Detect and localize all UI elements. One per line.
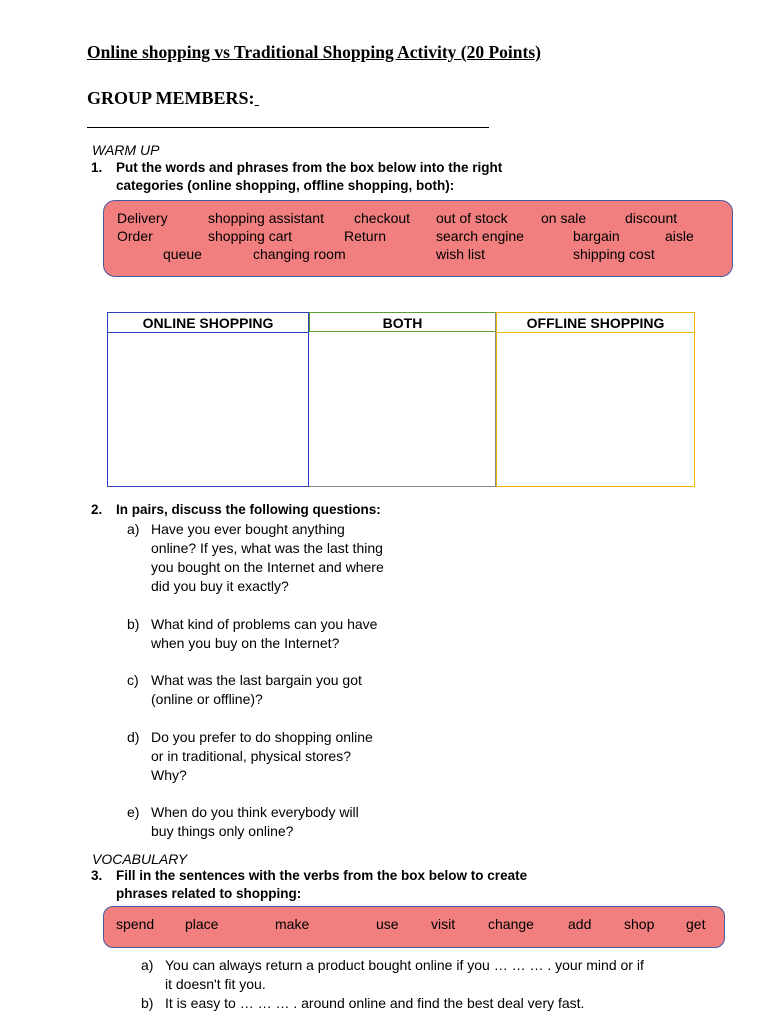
word-item: checkout [354, 210, 411, 226]
word-item: queue [163, 246, 202, 262]
discussion-question-c [127, 671, 447, 711]
category-both-header: BOTH [309, 312, 495, 332]
question-2-number: 2. [91, 502, 103, 517]
group-members-text: GROUP MEMBERS: [87, 88, 255, 108]
discussion-text: Do you prefer to do shopping online or in traditional, physical stores? Why? [151, 729, 373, 783]
group-members-line [87, 127, 489, 128]
category-offline[interactable] [496, 312, 695, 487]
page-title: Online shopping vs Traditional Shopping Activity (20 Points) [87, 42, 541, 62]
question-3-line-2: phrases related to shopping: [116, 886, 302, 901]
discussion-text: Have you ever bought anything online? If yes, what was the last thing you bought on the Internet and where did you buy it exactly? [151, 521, 384, 594]
discussion-question-a [127, 520, 447, 600]
discussion-question-d [127, 728, 447, 788]
discussion-letter: e) [127, 804, 140, 820]
sentence-text: It is easy to … … … . around online and find the best deal very fast. [165, 995, 585, 1011]
verb-item: make [275, 916, 310, 932]
word-item: discount [625, 210, 678, 226]
question-1 [91, 159, 651, 195]
sentence-letter: a) [141, 957, 154, 973]
word-item: Order [117, 228, 153, 244]
verb-item: shop [624, 916, 655, 932]
discussion-text: What kind of problems can you have when you buy on the Internet? [151, 616, 378, 651]
word-item: bargain [573, 228, 620, 244]
discussion-text: When do you think everybody will buy things only online? [151, 804, 359, 839]
verb-item: spend [116, 916, 155, 932]
fill-sentence-b [141, 994, 721, 1014]
word-item: shopping cart [208, 228, 293, 244]
word-item: out of stock [436, 210, 508, 226]
verb-box [103, 906, 725, 948]
discussion-text: What was the last bargain you got (online or offline)? [151, 672, 362, 707]
word-item: wish list [436, 246, 486, 262]
fill-sentence-a [141, 956, 721, 996]
question-3-line-1: Fill in the sentences with the verbs from the box below to create [116, 868, 528, 883]
question-1-line-1: Put the words and phrases from the box below into the right [116, 160, 503, 175]
word-box [103, 200, 733, 277]
word-item: Return [344, 228, 387, 244]
word-item: on sale [541, 210, 587, 226]
question-1-number: 1. [91, 160, 103, 175]
question-1-line-2: categories (online shopping, offline shopping, both): [116, 178, 455, 193]
group-members-blank [255, 88, 261, 109]
question-2-text: In pairs, discuss the following questions: [116, 502, 381, 517]
discussion-letter: b) [127, 616, 140, 632]
verb-item: use [376, 916, 399, 932]
discussion-letter: a) [127, 521, 140, 537]
word-item: shopping assistant [208, 210, 324, 226]
category-offline-header: OFFLINE SHOPPING [497, 313, 694, 333]
verb-item: visit [431, 916, 456, 932]
category-online[interactable] [107, 312, 309, 487]
discussion-question-e [127, 803, 447, 843]
word-item: shipping cost [573, 246, 655, 262]
discussion-letter: d) [127, 729, 140, 745]
verb-item: change [488, 916, 534, 932]
verb-item: place [185, 916, 219, 932]
word-item: changing room [253, 246, 346, 262]
word-item: Delivery [117, 210, 168, 226]
question-3-number: 3. [91, 868, 103, 883]
question-3 [91, 867, 651, 903]
vocabulary-heading: VOCABULARY [92, 851, 188, 867]
question-2 [91, 501, 511, 519]
discussion-question-b [127, 615, 447, 655]
warmup-heading: WARM UP [92, 142, 160, 158]
sentence-letter: b) [141, 995, 154, 1011]
word-item: search engine [436, 228, 524, 244]
verb-item: add [568, 916, 592, 932]
verb-item: get [686, 916, 706, 932]
sentence-text: You can always return a product bought online if you … … … . your mind or if it doesn't fit you. [165, 957, 644, 992]
category-online-header: ONLINE SHOPPING [108, 313, 308, 333]
discussion-letter: c) [127, 672, 139, 688]
group-members-label [87, 88, 261, 109]
word-item: aisle [665, 228, 694, 244]
category-both[interactable] [309, 312, 496, 487]
